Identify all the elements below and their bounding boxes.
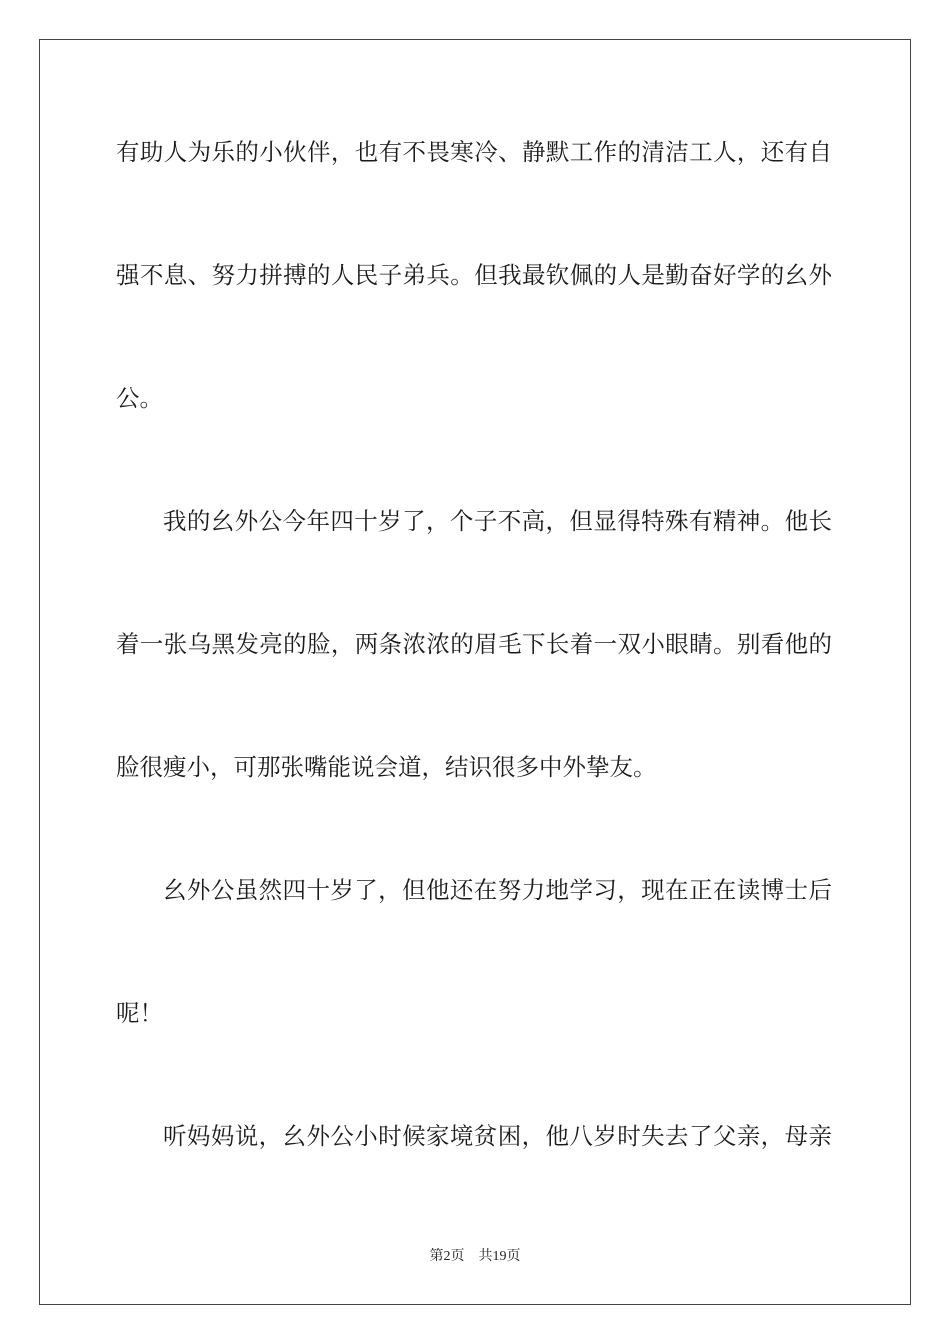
text-line-3: 公。 <box>116 384 163 412</box>
page-total: 共19页 <box>478 1249 521 1264</box>
page-footer <box>0 1248 950 1266</box>
text-line-7: 幺外公虽然四十岁了，但他还在努力地学习，现在正在读博士后 <box>163 876 832 904</box>
text-line-4: 我的幺外公今年四十岁了，个子不高，但显得特殊有精神。他长 <box>163 507 832 535</box>
text-line-6: 脸很瘦小，可那张嘴能说会道，结识很多中外挚友。 <box>116 753 657 781</box>
text-line-1: 有助人为乐的小伙伴，也有不畏寒冷、静默工作的清洁工人，还有自 <box>116 138 832 166</box>
text-line-5: 着一张乌黑发亮的脸，两条浓浓的眉毛下长着一双小眼睛。别看他的 <box>116 630 832 658</box>
page-number: 第2页 <box>429 1249 465 1264</box>
text-line-9: 听妈妈说，幺外公小时候家境贫困，他八岁时失去了父亲，母亲 <box>163 1122 832 1150</box>
text-line-2: 强不息、努力拼搏的人民子弟兵。但我最钦佩的人是勤奋好学的幺外 <box>116 261 832 289</box>
page-border <box>39 39 911 1305</box>
text-line-8: 呢！ <box>116 999 163 1027</box>
